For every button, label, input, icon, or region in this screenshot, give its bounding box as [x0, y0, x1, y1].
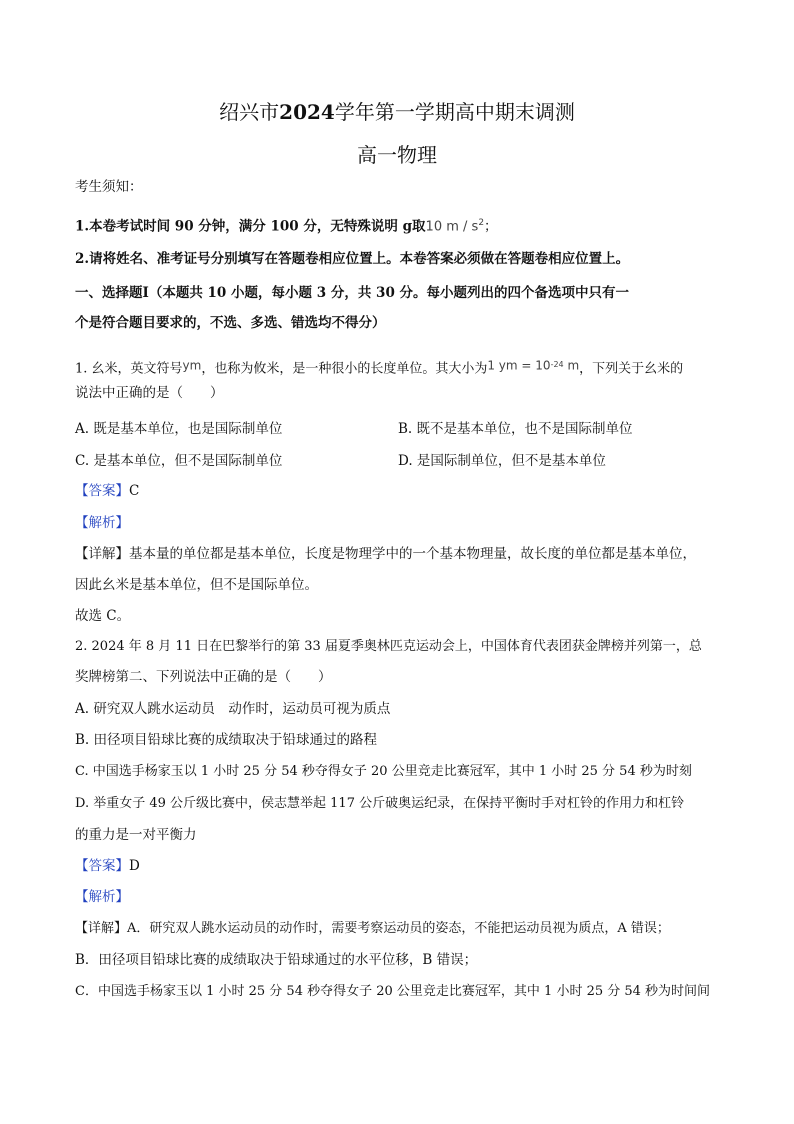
section-points-total: 30: [376, 285, 395, 301]
page-title: [0, 99, 794, 125]
q1-detail-label: 【详解】: [75, 546, 129, 562]
q1-stem-c: ，下列关于幺米的: [579, 361, 684, 377]
section-header-line-1: [75, 284, 629, 302]
q2-stem-line-1: 2. 2024 年 8 月 11 日在巴黎举行的第 33 届夏季奥林匹克运动会上，中国体育代表团获金牌榜并列第一，总: [75, 639, 702, 654]
q1-answer-value: C: [129, 483, 140, 499]
notice-item-1-text-e: 分，无特殊说明: [303, 218, 398, 235]
q2-answer-label: 【答案】: [75, 858, 129, 874]
q1-detail-line-1: [75, 545, 696, 563]
notice-item-2-text: 请将姓名、准考证号分别填写在答题卷相应位置上。本卷答案必须做在答题卷相应位置上。: [89, 251, 630, 267]
notice-item-1-end: ；: [484, 218, 498, 235]
q2-option-c: C. 中国选手杨家玉以 1 小时 25 分 54 秒夺得女子 20 公里竞走比赛冠军，其中 1 小时 25 分 54 秒为时刻: [75, 764, 692, 779]
q1-stem-line-1: [75, 356, 683, 378]
q1-stem-b: ，也称为攸米，是一种很小的长度单位。其大小为: [201, 361, 488, 377]
q1-formula: 1 ym = 10: [487, 358, 551, 373]
q1-option-a: A. 既是基本单位，也是国际制单位: [75, 421, 283, 437]
section-text-e: 分，共: [330, 285, 372, 301]
q2-detail-c: C．中国选手杨家玉以 1 小时 25 分 54 秒夺得女子 20 公里竞走比赛冠军，其中 1 小时 25 分 54 秒为时间间: [75, 984, 711, 999]
q1-answer-label: 【答案】: [75, 483, 129, 499]
title-prefix: 绍兴市: [219, 100, 280, 124]
title-year: 2024: [279, 100, 335, 124]
q2-analysis-label: 【解析】: [75, 889, 129, 905]
q1-option-d: D. 是国际制单位，但不是基本单位: [398, 453, 606, 469]
q2-option-b: B. 田径项目铅球比赛的成绩取决于铅球通过的路程: [75, 732, 378, 748]
section-count: 10: [207, 285, 227, 301]
q1-formula-unit: m: [563, 358, 580, 373]
q2-option-d-line-2: 的重力是一对平衡力: [75, 827, 197, 843]
section-points-each: 3: [316, 285, 327, 301]
q2-detail-b: B．田径项目铅球比赛的成绩取决于铅球通过的水平位移，B 错误；: [75, 952, 478, 968]
notice-item-1-num: 1.: [75, 218, 90, 235]
section-text-g: 分。每小题列出的四个备选项中只有一: [399, 285, 630, 301]
notice-item-1-g: g: [402, 218, 413, 235]
notice-item-1-duration: 90: [174, 218, 194, 235]
q1-option-c: C. 是基本单位，但不是国际制单位: [75, 453, 283, 469]
notice-item-2-num: 2.: [75, 251, 90, 267]
notice-item-1-take: 取: [412, 218, 426, 235]
section-text-a: 一、选择题Ⅰ（本题共: [75, 285, 203, 301]
page-subtitle: 高一物理: [357, 143, 437, 167]
q2-answer: [75, 857, 140, 875]
notice-item-1-text-c: 分钟，满分: [198, 218, 266, 235]
q1-stem-line-2: 说法中正确的是（ ）: [75, 385, 224, 401]
q2-option-d-line-1: D. 举重女子 49 公斤级比赛中，侯志慧举起 117 公斤破奥运纪录，在保持平衡时手对杠铃的作用力和杠铃: [75, 796, 685, 811]
q1-symbol: ym: [182, 358, 202, 373]
q1-option-b: B. 既不是基本单位，也不是国际制单位: [398, 421, 633, 437]
q2-option-a: A. 研究双人跳水运动员 动作时，运动员可视为质点: [75, 701, 391, 717]
gravity-formula: 10 m / s: [425, 219, 479, 235]
title-suffix: 学年第一学期高中期末调测: [334, 100, 575, 124]
notice-item-1-score: 100: [270, 218, 299, 235]
notice-item-1: [75, 214, 498, 237]
q1-conclusion: 故选 C。: [75, 608, 131, 624]
q1-formula-exponent: -24: [550, 360, 564, 369]
gravity-formula-exponent: 2: [478, 218, 485, 228]
q2-detail-a: [75, 920, 670, 938]
notice-item-2: [75, 250, 629, 268]
q1-analysis-label: 【解析】: [75, 515, 129, 531]
q1-answer: [75, 482, 139, 500]
notice-item-1-text-a: 本卷考试时间: [89, 218, 171, 235]
q1-stem-a: 1. 幺米，英文符号: [75, 361, 183, 377]
q2-answer-value: D: [129, 858, 140, 874]
q1-detail-line-2: 因此幺米是基本单位，但不是国际单位。: [75, 577, 318, 593]
notice-label: 考生须知：: [75, 179, 143, 195]
q2-detail-a-text: A．研究双人跳水运动员的动作时，需要考察运动员的姿态，不能把运动员视为质点，A 错误；: [127, 921, 670, 936]
q2-stem-line-2: 奖牌榜第二、下列说法中正确的是（ ）: [75, 669, 332, 685]
section-header-line-2: 个是符合题目要求的，不选、多选、错选均不得分）: [75, 315, 386, 331]
q1-detail-text-1: 基本量的单位都是基本单位，长度是物理学中的一个基本物理量，故长度的单位都是基本单位，: [129, 546, 696, 562]
q2-detail-label: 【详解】: [75, 921, 128, 936]
section-text-c: 小题，每小题: [231, 285, 313, 301]
